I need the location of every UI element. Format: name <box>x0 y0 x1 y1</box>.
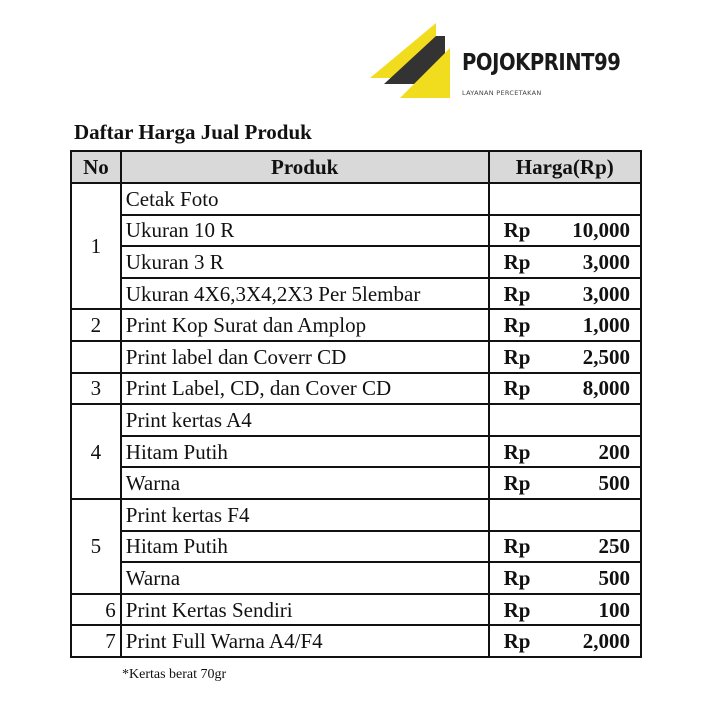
currency-label: Rp <box>503 218 531 243</box>
currency-label: Rp <box>503 471 531 496</box>
price-value: 3,000 <box>582 249 630 274</box>
price-value: 100 <box>598 597 630 622</box>
price-cell <box>489 373 641 405</box>
table-row <box>71 404 641 436</box>
price-table <box>70 150 642 658</box>
currency-label: Rp <box>503 629 531 654</box>
table-row <box>71 373 641 405</box>
price-cell <box>489 436 641 468</box>
logo-tagline: LAYANAN PERCETAKAN <box>462 89 542 97</box>
price-value: 10,000 <box>572 218 630 243</box>
product-name: Print kertas A4 <box>121 404 489 436</box>
currency-label: Rp <box>503 565 531 590</box>
price-cell <box>489 594 641 626</box>
price-cell <box>489 309 641 341</box>
currency-label: Rp <box>503 534 531 559</box>
price-value: 250 <box>598 534 630 559</box>
footnote: *Kertas berat 70gr <box>122 667 227 682</box>
price-value: 500 <box>598 471 630 496</box>
row-number: 2 <box>71 309 121 341</box>
price-cell <box>489 625 641 657</box>
table-header <box>71 151 641 183</box>
product-name: Hitam Putih <box>121 436 489 468</box>
currency-label: Rp <box>503 344 531 369</box>
currency-label: Rp <box>503 281 531 306</box>
price-value: 1,000 <box>582 313 630 338</box>
table-row <box>71 467 641 499</box>
currency-label: Rp <box>503 376 531 401</box>
price-value: 500 <box>598 565 630 590</box>
table-row <box>71 594 641 626</box>
currency-label: Rp <box>503 249 531 274</box>
row-number: 6 <box>71 594 121 626</box>
product-name: Warna <box>121 562 489 594</box>
product-name: Ukuran 4X6,3X4,2X3 Per 5lembar <box>121 278 489 310</box>
currency-label: Rp <box>503 313 531 338</box>
row-number <box>71 341 121 373</box>
header-no: No <box>71 151 121 183</box>
table-row <box>71 531 641 563</box>
table-row <box>71 183 641 215</box>
currency-label: Rp <box>503 439 531 464</box>
product-name: Ukuran 10 R <box>121 215 489 247</box>
price-value: 8,000 <box>582 376 630 401</box>
table-row <box>71 215 641 247</box>
product-name: Print Kertas Sendiri <box>121 594 489 626</box>
price-value: 2,500 <box>582 344 630 369</box>
table-row <box>71 341 641 373</box>
table-row <box>71 278 641 310</box>
price-value: 200 <box>598 439 630 464</box>
price-cell <box>489 531 641 563</box>
product-name: Warna <box>121 467 489 499</box>
price-cell <box>489 215 641 247</box>
price-cell <box>489 404 641 436</box>
product-name: Print kertas F4 <box>121 499 489 531</box>
row-number: 1 <box>71 183 121 309</box>
table-row <box>71 625 641 657</box>
price-cell <box>489 246 641 278</box>
header-produk: Produk <box>121 151 489 183</box>
product-name: Print Full Warna A4/F4 <box>121 625 489 657</box>
row-number: 5 <box>71 499 121 594</box>
price-cell <box>489 278 641 310</box>
price-value: 2,000 <box>582 629 630 654</box>
product-name: Cetak Foto <box>121 183 489 215</box>
price-cell <box>489 467 641 499</box>
table-row <box>71 246 641 278</box>
price-value: 3,000 <box>582 281 630 306</box>
row-number: 7 <box>71 625 121 657</box>
price-cell <box>489 562 641 594</box>
logo-name: POJOKPRINT99 <box>462 50 621 76</box>
row-number: 4 <box>71 404 121 499</box>
product-name: Print Kop Surat dan Amplop <box>121 309 489 341</box>
table-row <box>71 436 641 468</box>
table-row <box>71 562 641 594</box>
product-name: Print Label, CD, dan Cover CD <box>121 373 489 405</box>
product-name: Print label dan Coverr CD <box>121 341 489 373</box>
table-row <box>71 499 641 531</box>
product-name: Ukuran 3 R <box>121 246 489 278</box>
header-harga: Harga(Rp) <box>489 151 641 183</box>
price-cell <box>489 499 641 531</box>
product-name: Hitam Putih <box>121 531 489 563</box>
price-cell <box>489 341 641 373</box>
table-row <box>71 309 641 341</box>
row-number: 3 <box>71 373 121 405</box>
currency-label: Rp <box>503 597 531 622</box>
price-cell <box>489 183 641 215</box>
page-title: Daftar Harga Jual Produk <box>74 120 312 144</box>
